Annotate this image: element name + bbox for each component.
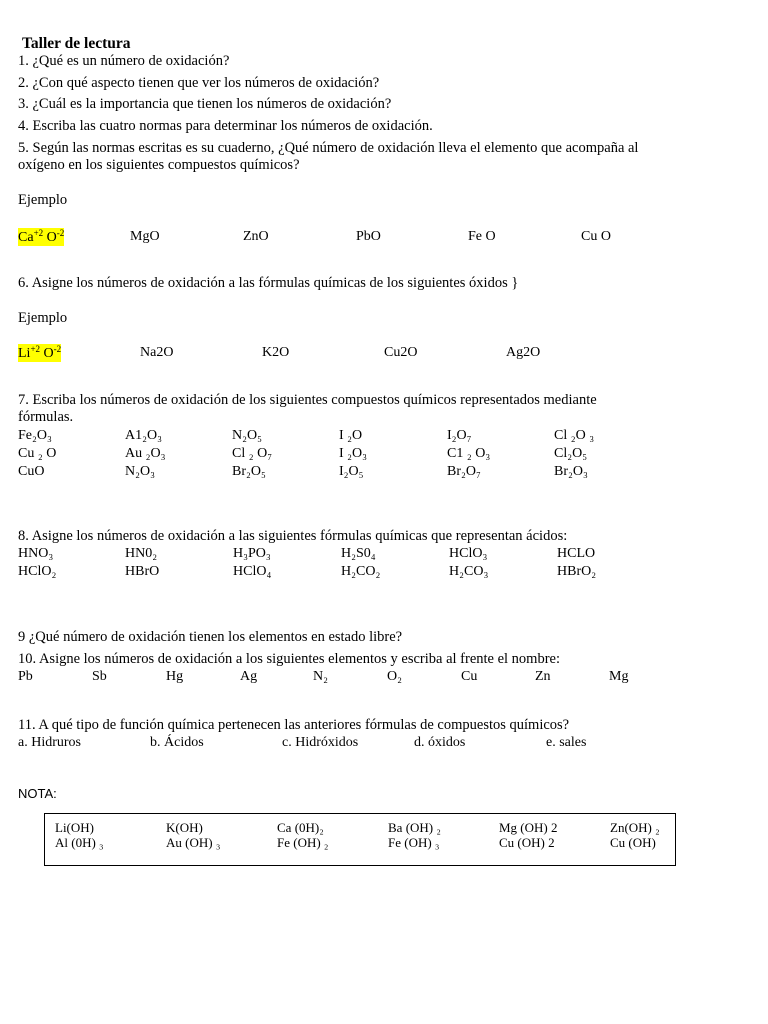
compound-cell: Fe₂O₃ bbox=[18, 428, 52, 443]
hydroxide-cell: Al (0H) ₃ bbox=[55, 835, 104, 850]
element-cell: Pb bbox=[18, 669, 33, 684]
acid-cell: HClO₃ bbox=[449, 546, 488, 561]
acid-cell: H₂S0₄ bbox=[341, 546, 376, 561]
element-cell: Hg bbox=[166, 669, 184, 684]
oxide-item: Na2O bbox=[140, 345, 174, 360]
acid-cell: H₂CO₂ bbox=[341, 564, 381, 579]
compound-cell: Cl₂O₅ bbox=[554, 446, 588, 461]
example-formula-6: $Li^{+2}$ $O^{-2}$ bbox=[18, 344, 62, 361]
element-cell: N₂ bbox=[313, 669, 328, 684]
hydroxide-cell: Li(OH) bbox=[55, 820, 94, 835]
hydroxide-cell: Cu (OH) 2 bbox=[499, 835, 555, 850]
element-cell: O₂ bbox=[387, 669, 402, 684]
question-11: 11. A qué tipo de función química pertenecen las anteriores fórmulas de compuestos químicos? bbox=[18, 717, 570, 733]
acid-cell: HN0₂ bbox=[125, 546, 158, 561]
hydroxide-cell: Ba (OH) ₂ bbox=[388, 820, 441, 835]
option-item: c. Hidróxidos bbox=[282, 735, 359, 750]
hydroxide-cell: Au (OH) ₃ bbox=[166, 835, 221, 850]
page-title: Taller de lectura bbox=[22, 35, 131, 52]
acid-cell: H₂CO₃ bbox=[449, 564, 489, 579]
element-cell: Mg bbox=[609, 669, 629, 684]
option-item: a. Hidruros bbox=[18, 735, 81, 750]
element-cell: Cu bbox=[461, 669, 478, 684]
oxide-item: Fe O bbox=[468, 229, 496, 244]
compound-cell: Br₂O₃ bbox=[554, 464, 588, 479]
option-item: d. óxidos bbox=[414, 735, 466, 750]
element-cell: Zn bbox=[535, 669, 551, 684]
compound-cell: Br₂O₅ bbox=[232, 464, 266, 479]
hydroxide-cell: Fe (OH) ₃ bbox=[388, 835, 440, 850]
acid-cell: HClO₂ bbox=[18, 564, 57, 579]
acid-cell: HCLO bbox=[557, 546, 596, 561]
question-8: 8. Asigne los números de oxidación a las siguientes fórmulas químicas que representan ácidos: bbox=[18, 528, 568, 544]
question-7-line-1: 7. Escriba los números de oxidación de los siguientes compuestos químicos representados mediante bbox=[18, 392, 597, 408]
nota-label: NOTA: bbox=[18, 786, 57, 801]
question-6: 6. Asigne los números de oxidación a las fórmulas químicas de los siguientes óxidos } bbox=[18, 275, 519, 291]
compound-cell: N₂O₃ bbox=[125, 464, 155, 479]
hydroxide-cell: Fe (OH) ₂ bbox=[277, 835, 329, 850]
question-3: 3. ¿Cuál es la importancia que tienen los números de oxidación? bbox=[18, 96, 392, 112]
question-7-line-2: fórmulas. bbox=[18, 409, 74, 425]
compound-cell: I ₂O bbox=[339, 428, 363, 443]
compound-cell: I ₂O₃ bbox=[339, 446, 368, 461]
example-label-6: Ejemplo bbox=[18, 310, 68, 326]
hydroxide-cell: Zn(OH) ₂ bbox=[610, 820, 660, 835]
oxide-item: PbO bbox=[356, 229, 381, 244]
example-formula-5: $Ca^{+2}$ $O^{-2}$ bbox=[18, 228, 65, 245]
hydroxide-cell: K(OH) bbox=[166, 820, 203, 835]
compound-cell: N₂O₅ bbox=[232, 428, 262, 443]
oxide-item: ZnO bbox=[243, 229, 269, 244]
hydroxide-cell: Mg (OH) 2 bbox=[499, 820, 558, 835]
acid-cell: H₃PO₃ bbox=[233, 546, 271, 561]
question-1: 1. ¿Qué es un número de oxidación? bbox=[18, 53, 230, 69]
compound-cell: Cl ₂O ₃ bbox=[554, 428, 595, 443]
question-2: 2. ¿Con qué aspecto tienen que ver los números de oxidación? bbox=[18, 75, 380, 91]
compound-cell: Cl ₂ O₇ bbox=[232, 446, 273, 461]
question-10: 10. Asigne los números de oxidación a los siguientes elementos y escriba al frente el nombre: bbox=[18, 651, 561, 667]
compound-cell: C1 ₂ O₃ bbox=[447, 446, 491, 461]
oxide-item: Cu O bbox=[581, 229, 611, 244]
compound-cell: Cu ₂ O bbox=[18, 446, 57, 461]
compound-cell: Au ₂O₃ bbox=[125, 446, 166, 461]
oxide-item: MgO bbox=[130, 229, 160, 244]
option-item: e. sales bbox=[546, 735, 587, 750]
question-5-line-2: oxígeno en los siguientes compuestos químicos? bbox=[18, 157, 300, 173]
hydroxides-box bbox=[44, 813, 676, 866]
compound-cell: CuO bbox=[18, 464, 45, 479]
element-cell: Ag bbox=[240, 669, 258, 684]
oxide-item: Ag2O bbox=[506, 345, 541, 360]
question-4: 4. Escriba las cuatro normas para determinar los números de oxidación. bbox=[18, 118, 433, 134]
compound-cell: A1₂O₃ bbox=[125, 428, 162, 443]
compound-cell: I₂O₇ bbox=[447, 428, 472, 443]
acid-cell: HNO₃ bbox=[18, 546, 54, 561]
question-5-line-1: 5. Según las normas escritas es su cuaderno, ¿Qué número de oxidación lleva el elemento que acompaña al bbox=[18, 140, 639, 156]
element-cell: Sb bbox=[92, 669, 107, 684]
option-item: b. Ácidos bbox=[150, 735, 204, 750]
oxide-item: Cu2O bbox=[384, 345, 418, 360]
example-label-5: Ejemplo bbox=[18, 192, 68, 208]
acid-cell: HBrO bbox=[125, 564, 160, 579]
hydroxide-cell: Cu (OH) bbox=[610, 835, 656, 850]
question-9: 9 ¿Qué número de oxidación tienen los elementos en estado libre? bbox=[18, 629, 403, 645]
acid-cell: HClO₄ bbox=[233, 564, 272, 579]
acid-cell: HBrO₂ bbox=[557, 564, 597, 579]
compound-cell: Br₂O₇ bbox=[447, 464, 481, 479]
hydroxide-cell: Ca (0H)₂ bbox=[277, 820, 324, 835]
oxide-item: K2O bbox=[262, 345, 290, 360]
compound-cell: I₂O₅ bbox=[339, 464, 364, 479]
